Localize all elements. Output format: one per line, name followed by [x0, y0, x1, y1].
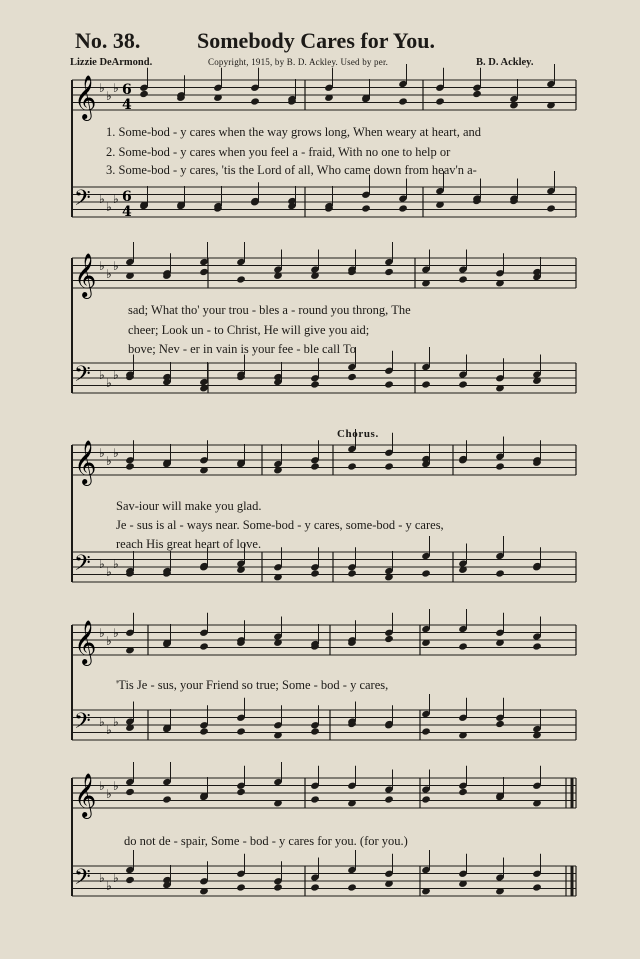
note-head: [495, 720, 505, 728]
note-head: [421, 795, 431, 803]
note-head: [125, 788, 135, 796]
flat-icon: ♭: [113, 192, 119, 206]
flat-icon: ♭: [106, 376, 112, 390]
note-head: [532, 642, 542, 650]
note-head: [347, 462, 357, 470]
note-head: [162, 795, 172, 803]
lyric-line: Sav-iour will make you glad.: [116, 499, 262, 513]
note-head: [310, 380, 320, 388]
time-signature: 6: [122, 189, 132, 205]
treble-clef-icon: 𝄞: [74, 773, 97, 817]
flat-icon: ♭: [106, 200, 112, 214]
note-head: [125, 876, 135, 884]
flat-icon: ♭: [113, 81, 119, 95]
flat-icon: ♭: [99, 192, 105, 206]
note-head: [458, 275, 468, 283]
composer-credit: B. D. Ackley.: [476, 57, 534, 68]
bass-clef-icon: 𝄢: [74, 709, 91, 739]
lyric-line: bove; Nev - er in vain is your fee - ble call To: [128, 342, 356, 356]
flat-icon: ♭: [113, 715, 119, 729]
note-head: [458, 788, 468, 796]
flat-icon: ♭: [113, 557, 119, 571]
note-head: [199, 642, 209, 650]
lyricist-credit: Lizzie DeArmond.: [70, 57, 153, 68]
flat-icon: ♭: [106, 89, 112, 103]
lyric-line: 3. Some-bod - y cares, 'tis the Lord of all, Who came down from heav'n a-: [106, 163, 477, 177]
lyric-line: reach His great heart of love.: [116, 537, 262, 551]
note-head: [398, 97, 408, 105]
note-head: [236, 727, 246, 735]
flat-icon: ♭: [99, 259, 105, 273]
note-head: [435, 97, 445, 105]
flat-icon: ♭: [99, 557, 105, 571]
note-head: [384, 795, 394, 803]
lyric-line: 1. Some-bod - y cares when the way grows long, When weary at heart, and: [106, 125, 481, 139]
note-head: [546, 204, 556, 212]
flat-icon: ♭: [99, 871, 105, 885]
flat-icon: ♭: [106, 565, 112, 579]
flat-icon: ♭: [106, 454, 112, 468]
lyric-line: 'Tis Je - sus, your Friend so true; Some - bod - y cares,: [116, 678, 389, 692]
note-head: [236, 275, 246, 283]
note-head: [361, 204, 371, 212]
note-head: [421, 380, 431, 388]
flat-icon: ♭: [99, 368, 105, 382]
note-head: [125, 462, 135, 470]
bass-clef-icon: 𝄢: [74, 186, 91, 216]
flat-icon: ♭: [113, 871, 119, 885]
copyright-notice: Copyright, 1915, by B. D. Ackley. Used by per.: [208, 57, 389, 67]
flat-icon: ♭: [99, 779, 105, 793]
note-head: [421, 727, 431, 735]
note-head: [273, 883, 283, 891]
note-head: [495, 462, 505, 470]
flat-icon: ♭: [106, 634, 112, 648]
lyric-line: Je - sus is al - ways near. Some-bod - y cares, some-bod - y cares,: [116, 518, 444, 532]
time-signature: 6: [122, 82, 132, 98]
note-head: [532, 883, 542, 891]
note-head: [472, 90, 482, 98]
treble-clef-icon: 𝄞: [74, 253, 97, 297]
flat-icon: ♭: [106, 723, 112, 737]
note-head: [250, 97, 260, 105]
bass-clef-icon: 𝄢: [74, 551, 91, 581]
note-head: [347, 883, 357, 891]
note-head: [199, 727, 209, 735]
note-head: [458, 642, 468, 650]
flat-icon: ♭: [99, 626, 105, 640]
treble-clef-icon: 𝄞: [74, 620, 97, 664]
hymn-number: No. 38.: [75, 28, 141, 53]
chorus-label: Chorus.: [337, 428, 379, 440]
note-head: [384, 462, 394, 470]
note-head: [347, 373, 357, 381]
note-head: [398, 204, 408, 212]
note-head: [199, 268, 209, 276]
note-head: [310, 727, 320, 735]
note-head: [310, 883, 320, 891]
note-head: [458, 380, 468, 388]
lyric-line: sad; What tho' your trou - bles a - round you throng, The: [128, 303, 411, 317]
flat-icon: ♭: [113, 368, 119, 382]
note-head: [310, 462, 320, 470]
flat-icon: ♭: [113, 446, 119, 460]
flat-icon: ♭: [113, 259, 119, 273]
flat-icon: ♭: [99, 446, 105, 460]
flat-icon: ♭: [113, 779, 119, 793]
bass-clef-icon: 𝄢: [74, 362, 91, 392]
time-signature: 4: [122, 204, 132, 220]
flat-icon: ♭: [113, 626, 119, 640]
note-head: [310, 795, 320, 803]
note-head: [384, 268, 394, 276]
time-signature: 4: [122, 97, 132, 113]
note-head: [384, 635, 394, 643]
treble-clef-icon: 𝄞: [74, 440, 97, 484]
lyric-line: do not de - spair, Some - bod - y cares for you. (for you.): [124, 834, 408, 848]
note-head: [310, 569, 320, 577]
note-head: [139, 90, 149, 98]
flat-icon: ♭: [106, 787, 112, 801]
flat-icon: ♭: [99, 81, 105, 95]
note-head: [495, 569, 505, 577]
bass-clef-icon: 𝄢: [74, 865, 91, 895]
lyric-line: 2. Some-bod - y cares when you feel a - fraid, With no one to help or: [106, 145, 451, 159]
flat-icon: ♭: [99, 715, 105, 729]
flat-icon: ♭: [106, 267, 112, 281]
lyric-line: cheer; Look un - to Christ, He will give you aid;: [128, 323, 370, 337]
hymn-title: Somebody Cares for You.: [197, 28, 435, 53]
note-head: [421, 569, 431, 577]
note-head: [347, 569, 357, 577]
treble-clef-icon: 𝄞: [74, 75, 97, 119]
flat-icon: ♭: [106, 879, 112, 893]
note-head: [384, 380, 394, 388]
note-head: [236, 883, 246, 891]
note-head: [236, 788, 246, 796]
